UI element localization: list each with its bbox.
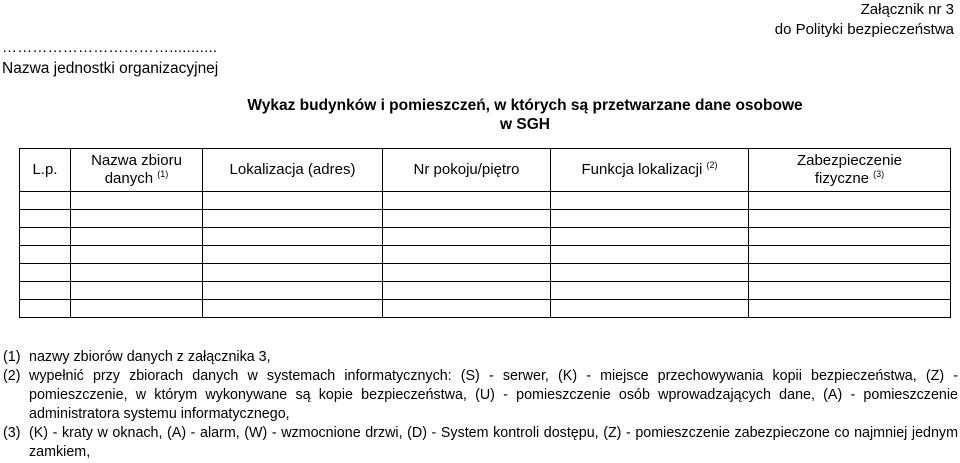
buildings-table (19, 148, 951, 318)
table-cell[interactable] (383, 246, 551, 264)
header-physical-security-footnote: (3) (873, 169, 885, 179)
table-cell[interactable] (383, 210, 551, 228)
footnote-2-number: (2) (3, 368, 21, 384)
table-row (20, 192, 951, 210)
header-physical-security-line2: fizyczne (814, 170, 869, 187)
table-cell[interactable] (749, 300, 951, 318)
footnote-1 (3, 348, 958, 367)
table-cell[interactable] (749, 264, 951, 282)
table-cell[interactable] (551, 192, 749, 210)
table-row (20, 300, 951, 318)
header-dataset-name-line1: Nazwa zbioru (91, 152, 182, 169)
table-row (20, 228, 951, 246)
header-dataset-name-footnote: (1) (157, 169, 169, 179)
table-cell[interactable] (203, 246, 383, 264)
table-cell[interactable] (71, 228, 203, 246)
table-cell[interactable] (20, 282, 71, 300)
table-row (20, 246, 951, 264)
table-cell[interactable] (20, 228, 71, 246)
header-location-text: Lokalizacja (adres) (229, 161, 356, 178)
unit-name-label: Nazwa jednostki organizacyjnej (2, 60, 219, 77)
table-cell[interactable] (203, 192, 383, 210)
table-cell[interactable] (71, 210, 203, 228)
annex-number: Załącznik nr 3 (860, 1, 954, 18)
table-cell[interactable] (551, 300, 749, 318)
table-cell[interactable] (203, 300, 383, 318)
table-cell[interactable] (203, 210, 383, 228)
table-row (20, 282, 951, 300)
table-cell[interactable] (551, 282, 749, 300)
annex-policy: do Polityki bezpieczeństwa (774, 21, 954, 38)
table-cell[interactable] (71, 192, 203, 210)
annex-reference (775, 0, 954, 40)
header-location (203, 149, 383, 192)
header-location-function-footnote: (2) (706, 160, 718, 170)
table-cell[interactable] (383, 282, 551, 300)
table-cell[interactable] (749, 228, 951, 246)
header-room-floor (383, 149, 551, 192)
table-cell[interactable] (71, 246, 203, 264)
table-cell[interactable] (551, 210, 749, 228)
table-header-row (20, 149, 951, 192)
header-dataset-name-line2: danych (104, 170, 154, 187)
footnote-1-text: nazwy zbiorów danych z załącznika 3, (29, 349, 271, 365)
header-location-function (551, 149, 749, 192)
header-lp (20, 149, 71, 192)
table-cell[interactable] (383, 192, 551, 210)
table-cell[interactable] (71, 282, 203, 300)
header-lp-text: L.p. (32, 161, 58, 178)
table-cell[interactable] (20, 192, 71, 210)
table-row (20, 210, 951, 228)
table-cell[interactable] (203, 264, 383, 282)
table-cell[interactable] (749, 210, 951, 228)
table-cell[interactable] (71, 264, 203, 282)
table-cell[interactable] (20, 210, 71, 228)
table-row (20, 264, 951, 282)
table-cell[interactable] (203, 228, 383, 246)
table-cell[interactable] (551, 228, 749, 246)
footnote-3 (3, 424, 958, 462)
table-cell[interactable] (20, 264, 71, 282)
header-physical-security-line1: Zabezpieczenie (796, 152, 903, 169)
table-cell[interactable] (551, 264, 749, 282)
footnotes (3, 348, 958, 462)
table-cell[interactable] (383, 300, 551, 318)
table-cell[interactable] (383, 228, 551, 246)
footnote-3-number: (3) (3, 425, 21, 441)
table-cell[interactable] (383, 264, 551, 282)
table-cell[interactable] (749, 282, 951, 300)
document-title (0, 96, 960, 134)
footnote-2 (3, 367, 958, 424)
footnote-1-number: (1) (3, 349, 21, 365)
footnote-3-text: (K) - kraty w oknach, (A) - alarm, (W) - wzmocnione drzwi, (D) - System kontroli dostępu, (Z) - pomieszczenie zabezpieczone co najmniej jednym zamkiem, (29, 425, 958, 460)
table-cell[interactable] (71, 300, 203, 318)
footnote-2-text: wypełnić przy zbiorach danych w systemach informatycznych: (S) - serwer, (K) - miejsce przechowywania kopii bezpieczeństwa, (Z) - pomieszczenie, w którym wykonywane są kopie bezpieczeństwa, (U) - pomieszczenie osób wprowadzających dane, (A) - pomieszczenie administratora systemu informatycznego, (29, 368, 958, 422)
title-line-2: w SGH (500, 116, 550, 133)
table-cell[interactable] (203, 282, 383, 300)
table-cell[interactable] (20, 300, 71, 318)
unit-name-placeholder: ……………………………........... (2, 39, 218, 56)
table-cell[interactable] (551, 246, 749, 264)
table-cell[interactable] (749, 246, 951, 264)
table-cell[interactable] (20, 246, 71, 264)
header-location-function-text: Funkcja lokalizacji (581, 161, 703, 178)
title-line-1: Wykaz budynków i pomieszczeń, w których są przetwarzane dane osobowe (247, 97, 803, 114)
header-room-floor-text: Nr pokoju/piętro (413, 161, 520, 178)
header-physical-security (749, 149, 951, 192)
header-dataset-name (71, 149, 203, 192)
table-cell[interactable] (749, 192, 951, 210)
